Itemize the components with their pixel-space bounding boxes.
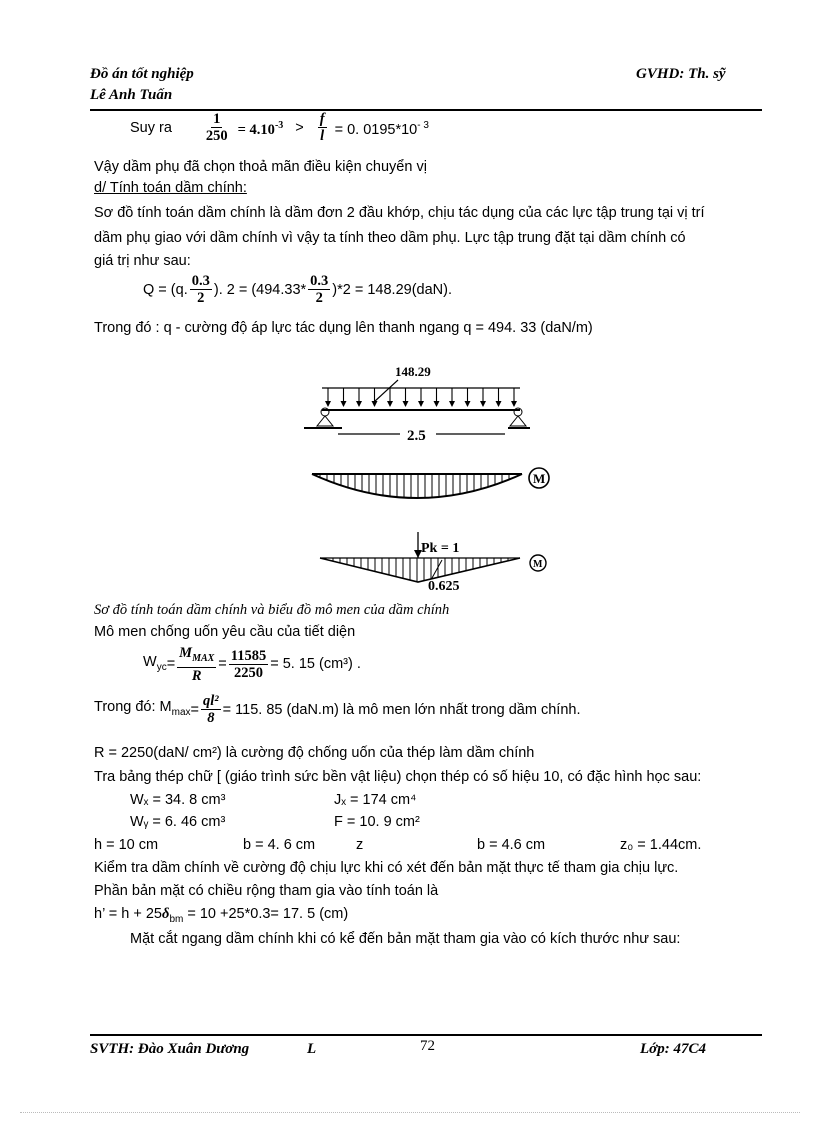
beam-diagram	[290, 360, 560, 600]
para1-line1: Sơ đồ tính toán dầm chính là dầm đơn 2 đầu khớp, chịu tác dụng của các lực tập trung tại vị trí	[94, 205, 705, 221]
prop-jx: Jₓ = 174 cm⁴	[334, 792, 417, 808]
prop-wy: Wᵧ = 6. 46 cm³	[130, 814, 226, 830]
footer-student: SVTH: Đào Xuân Dương	[90, 1041, 250, 1057]
load-value-label: 148.29	[395, 364, 431, 379]
q-lhs: Q = (q.	[143, 281, 188, 298]
influence-symbol-label: M	[533, 559, 543, 570]
page-edge	[20, 1112, 800, 1113]
fraction-f-l: $\frac{f}{l}$	[319, 111, 325, 144]
influence-line-diagram	[320, 532, 520, 582]
eq1-tail: = 0. $0195*10^{- 3}$	[334, 119, 429, 138]
load-leader	[374, 380, 398, 402]
trong-do-q: Trong đó : q - cường độ áp lực tác dụng lên thanh ngang q = 494. 33 (daN/m)	[94, 320, 593, 336]
wyc-tail: = 5. 15 (cm³) .	[270, 656, 361, 673]
header-author: Lê Anh Tuấn	[90, 87, 173, 103]
h-prime-equation: h’ = $h + 25\delta_{bm} = 10 +25*0.3= 17$. 5 (cm)	[94, 906, 349, 925]
prop-z0: z₀ = 1.44cm.	[620, 837, 702, 853]
load-arrow-head	[356, 401, 362, 407]
mmax-tail: = 115. 85 (daN.m) là mô men lớn nhất trong dầm chính.	[222, 701, 581, 718]
load-arrow-head	[465, 401, 471, 407]
tra-bang: Tra bảng thép chữ [ (giáo trình sức bền vật liệu) chọn thép có số hiệu 10, có đặc hình học sau:	[94, 769, 702, 785]
phan-ban: Phần bản mặt có chiều rộng tham gia vào tính toán là	[94, 883, 439, 899]
footer-rule	[90, 1034, 762, 1036]
page-number: 72	[420, 1038, 435, 1054]
moment-diagram	[312, 474, 522, 498]
q-fraction-1: $\frac{0.3}{2}$	[191, 273, 210, 306]
load-arrow-head	[434, 401, 440, 407]
load-arrow-head	[480, 401, 486, 407]
load-arrow-head	[449, 401, 455, 407]
r-line: R = 2250(daN/ cm²) là cường độ chống uốn của thép làm dầm chính	[94, 745, 535, 761]
para1-line3: giá trị như sau:	[94, 253, 191, 269]
wyc-eq: =	[166, 656, 176, 673]
figure-caption: Sơ đồ tính toán dầm chính và biểu đồ mô men của dầm chính	[94, 602, 450, 618]
suy-ra-label: Suy ra	[130, 119, 172, 136]
load-arrow-head	[418, 401, 424, 407]
prop-wx: Wₓ = 34. 8 cm³	[130, 792, 226, 808]
span-label: 2.5	[407, 428, 426, 444]
pk-label: Pk = 1	[421, 541, 460, 556]
prop-f: F = 10. 9 cm²	[334, 814, 420, 830]
load-arrow-head	[511, 401, 517, 407]
mmax-equation: Trong đó: $M_{max}$ = $\frac{\text{ql²}}{8}$ = 115. 85 (daN.m) là mô men lớn nhất trong dầm chính.	[94, 693, 581, 726]
footer-l: L	[307, 1041, 317, 1057]
prop-h: h = 10 cm	[94, 837, 159, 853]
section-heading-d: d/ Tính toán dầm chính:	[94, 180, 247, 196]
kiem-tra: Kiểm tra dầm chính về cường độ chịu lực khi có xét đến bản mặt thực tế tham gia chịu lực.	[94, 860, 679, 876]
fraction-1-250: $\frac{1}{250}$	[205, 111, 228, 144]
wyc-fraction-1: $\frac{M_{MAX}}{R}$	[179, 645, 215, 684]
line-vay: Vậy dầm phụ đã chọn thoả mãn điều kiện chuyển vị	[94, 159, 427, 175]
load-arrow-head	[496, 401, 502, 407]
load-arrow-head	[403, 401, 409, 407]
mmax-fraction: $\frac{\text{ql²}}{8}$	[203, 693, 219, 726]
mmax-pre: Trong đó: $M_{max}$	[94, 698, 191, 718]
load-arrow-head	[387, 401, 393, 407]
wyc-lhs: $W_{yc}$	[143, 653, 167, 673]
footer-class: Lớp: 47C4	[640, 1041, 706, 1057]
eq1-result: = $4.10^{-3}$	[237, 119, 284, 138]
load-arrow-head	[341, 401, 347, 407]
mat-cat: Mặt cắt ngang dầm chính khi có kể đến bản mặt tham gia vào có kích thước như sau:	[130, 931, 681, 947]
load-arrow-head	[325, 401, 331, 407]
q-tail: )*2 = 148.29(daN).	[332, 281, 452, 298]
header-supervisor: GVHD: Th. sỹ	[636, 66, 726, 82]
header-project-title: Đồ án tốt nghiệp	[90, 66, 194, 82]
load-arrow-head	[372, 401, 378, 407]
para1-line2: dầm phụ giao với dầm chính vì vậy ta tính theo dầm phụ. Lực tập trung đặt tại dầm chính có	[94, 230, 686, 246]
wyc-equation: $W_{yc}$ = $\frac{M_{MAX}}{R}$ = $\frac{11585}{2250}$ = 5. 15 (cm³) .	[143, 645, 361, 684]
q-equation	[143, 273, 452, 306]
influence-value: 0.625	[428, 579, 460, 594]
q-fraction-2: $\frac{0.3}{2}$	[310, 273, 329, 306]
moment-symbol-label: M	[533, 471, 546, 486]
q-mid: ). 2 = (494.33*	[213, 281, 307, 298]
load-arrows	[325, 388, 517, 407]
prop-b1: b = 4. 6 cm	[243, 837, 316, 853]
prop-b2: b = 4.6 cm	[477, 837, 546, 853]
suy-ra-equation	[130, 111, 429, 144]
mo-men-yc: Mô men chống uốn yêu cầu của tiết diện	[94, 624, 356, 640]
gt-sign: >	[295, 119, 304, 136]
prop-z: z	[356, 837, 364, 853]
wyc-fraction-2: $\frac{11585}{2250}$	[230, 647, 267, 681]
